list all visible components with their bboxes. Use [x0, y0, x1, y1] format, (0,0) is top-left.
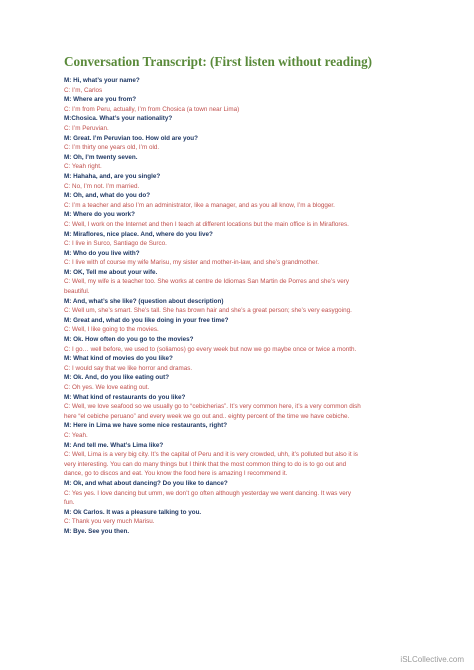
interviewer-line: M: Hahaha, and, are you single?: [64, 172, 161, 180]
carlos-line: C: Well, my wife is a teacher too. She works at centre de Idiomas San Martin de Porres and she’s very: [64, 278, 350, 286]
interviewer-line: M: OK, Tell me about your wife.: [64, 268, 158, 276]
carlos-line: very interesting. You can do many things but I think that the most common thing to do is to go out and: [64, 460, 347, 468]
interviewer-line: M: Great. I’m Peruvian too. How old are you?: [64, 134, 199, 142]
carlos-line: C: Yeah right.: [64, 163, 102, 171]
interviewer-line: M: Oh, I’m twenty seven.: [64, 153, 138, 161]
carlos-line: C: Well, Lima is a very big city. It’s the capital of Peru and it is very crowded, uhh, it’s polluted but also it is: [64, 451, 358, 459]
interviewer-line: M: Who do you live with?: [64, 249, 140, 257]
carlos-line: C: I live in Surco, Santiago de Surco.: [64, 240, 167, 248]
carlos-line: C: I’m thirty one years old, I’m old.: [64, 144, 160, 152]
interviewer-line: M:Chosica. What’s your nationality?: [64, 115, 173, 123]
carlos-line: C: No, I’m not. I’m married.: [64, 182, 140, 190]
carlos-line: C: Well, I like going to the movies.: [64, 326, 159, 334]
carlos-line: here “el cebiche peruano” and every week we go out and.. eighty percent of the time we have cebiche.: [64, 412, 350, 420]
carlos-line: beautiful.: [64, 288, 90, 296]
page-title: Conversation Transcript: (First listen without reading): [64, 54, 373, 69]
interviewer-line: M: Ok. How often do you go to the movies?: [64, 336, 194, 344]
carlos-line: C: I’m Peruvian.: [64, 124, 109, 132]
interviewer-line: M: Oh, and, what do you do?: [64, 192, 151, 200]
interviewer-line: M: Ok Carlos. It was a pleasure talking to you.: [64, 508, 202, 516]
site-watermark: iSLCollective.com: [400, 655, 464, 664]
carlos-line: C: Well, I work on the Internet and then I teach at different locations but the main office is in Miraflores.: [64, 220, 349, 228]
interviewer-line: M: What kind of restaurants do you like?: [64, 393, 186, 401]
carlos-line: C: Thank you very much Marisu.: [64, 518, 155, 526]
interviewer-line: M: And, what’s she like? (question about description): [64, 297, 224, 305]
carlos-line: C: I go… well before, we used to (soliamos) go every week but now we go maybe once or twice a month.: [64, 345, 357, 353]
carlos-line: C: I’m a teacher and also I’m an administrator, like a manager, and as you all know, I’m a blogger.: [64, 201, 335, 209]
interviewer-line: M: Bye. See you then.: [64, 527, 130, 535]
carlos-line: C: I’m from Peru, actually, I’m from Chosica (a town near Lima): [64, 105, 240, 113]
interviewer-line: M: Miraflores, nice place. And, where do you live?: [64, 230, 213, 238]
carlos-line: C: Yes yes. I love dancing but umm, we don’t go often although yesterday we went dancing. It was very: [64, 489, 352, 497]
carlos-line: C: I live with of course my wife Marisu, my sister and mother-in-law, and she’s grandmother.: [64, 259, 320, 267]
interviewer-line: M: What kind of movies do you like?: [64, 355, 173, 363]
interviewer-line: M: Where are you from?: [64, 96, 137, 104]
carlos-line: C: Well, we love seafood so we usually go to “cebicherias”. It’s very common here, it’s a very common dish: [64, 403, 361, 411]
carlos-line: C: I’m, Carlos: [64, 86, 103, 94]
interviewer-line: M: Where do you work?: [64, 211, 136, 219]
carlos-line: C: Oh yes. We love eating out.: [64, 384, 150, 391]
transcript: [64, 76, 434, 537]
interviewer-line: M: And tell me. What’s Lima like?: [64, 441, 164, 449]
carlos-line: C: Well um, she’s smart. She’s tall. She has brown hair and she’s a great person; she’s very easygoing.: [64, 307, 352, 315]
carlos-line: C: I would say that we like horror and dramas.: [64, 364, 193, 372]
carlos-line: fun.: [64, 499, 75, 507]
interviewer-line: M: Ok. And, do you like eating out?: [64, 374, 170, 382]
interviewer-line: M: Great and, what do you like doing in your free time?: [64, 316, 229, 324]
interviewer-line: M: Here in Lima we have some nice restaurants, right?: [64, 422, 228, 430]
interviewer-line: M: Hi, what’s your name?: [64, 77, 140, 84]
carlos-line: C: Yeah.: [64, 431, 88, 439]
carlos-line: dance, go to discos and eat. You know the food here is amazing I recommend it.: [64, 470, 288, 478]
interviewer-line: M: Ok, and what about dancing? Do you like to dance?: [64, 479, 228, 487]
